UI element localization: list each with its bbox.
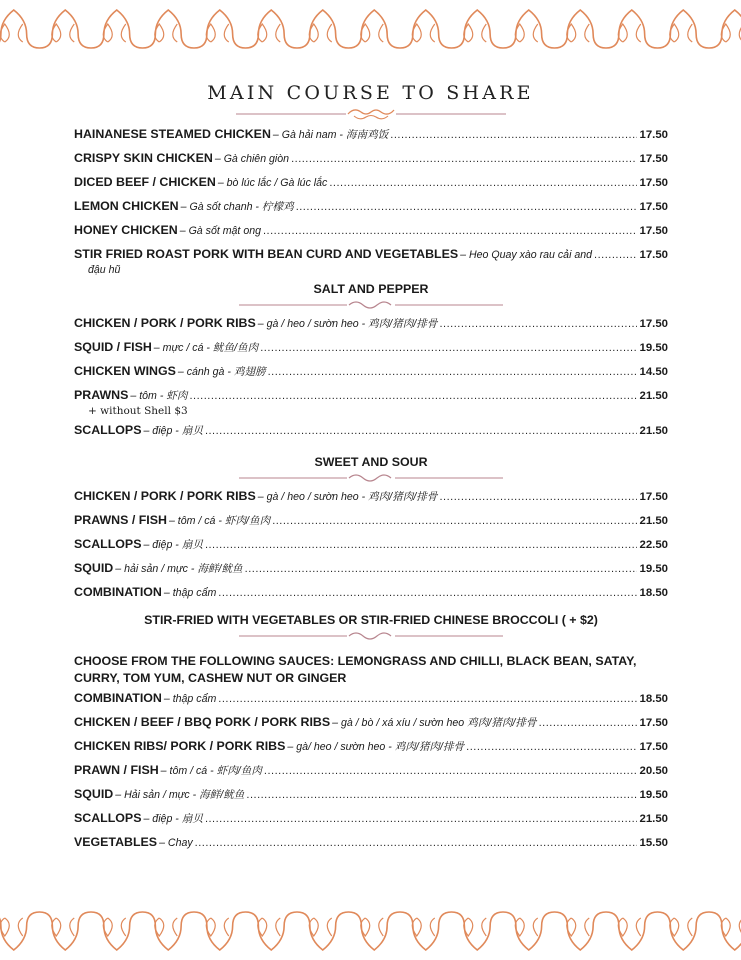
item-subtitle: – điệp - 扇贝 [143,425,203,437]
menu-item [74,787,668,811]
item-name: COMBINATION [74,691,162,705]
menu-item [74,223,668,247]
dot-leader [263,225,637,237]
salt-pepper-list [74,316,668,447]
arch-inner-ornament [721,24,741,42]
menu-item [74,537,668,561]
item-name: CHICKEN RIBS/ PORK / PORK RIBS [74,739,286,753]
menu-item [74,585,668,609]
item-name: PRAWNS / FISH [74,513,167,527]
section-flourish [239,298,503,310]
item-price: 14.50 [639,366,668,378]
item-name: COMBINATION [74,585,162,599]
item-subtitle: – thập cẩm [163,693,217,705]
arch-ornament [91,10,143,48]
sauce-choice-note: CHOOSE FROM THE FOLLOWING SAUCES: LEMONGRASS AND CHILLI, BLACK BEAN, SATAY, CURRY, TOM YUM, CASHEW NUT OR GINGER [74,654,637,685]
arch-inner-ornament [0,24,23,42]
menu-item [74,175,668,199]
title-flourish [236,105,506,121]
top-ornamental-border [0,2,741,52]
arch-ornament [606,912,658,950]
arch-ornament [658,10,710,48]
menu-item [74,739,668,763]
section-flourish [239,629,503,641]
item-name: CHICKEN / BEEF / BBQ PORK / PORK RIBS [74,715,331,729]
item-subtitle: – Gà sốt chanh - 柠檬鸡 [180,201,294,213]
item-name: CHICKEN / PORK / PORK RIBS [74,489,256,503]
item-name: CRISPY SKIN CHICKEN [74,151,213,165]
arch-inner-ornament [206,24,229,42]
menu-item [74,489,668,513]
menu-item [74,513,668,537]
dot-leader [594,249,637,261]
menu-item [74,691,668,715]
item-price: 17.50 [639,225,668,237]
arch-ornament [194,912,246,950]
item-name: VEGETABLES [74,835,158,849]
arch-inner-ornament [103,24,126,42]
arch-inner-ornament [567,24,590,42]
item-price: 17.50 [639,717,668,729]
arch-inner-ornament [670,918,693,936]
arch-ornament [143,912,195,950]
item-subtitle: – điệp - 扇贝 [143,813,203,825]
main-course-list [74,127,668,280]
dot-leader [264,765,638,777]
arch-ornament [143,10,195,48]
arch-ornament [400,10,452,48]
menu-item [74,127,668,151]
arch-inner-ornament [618,918,641,936]
item-subtitle: – Chay [159,837,193,849]
item-name: LEMON CHICKEN [74,199,179,213]
arch-ornament [91,912,143,950]
menu-item [74,561,668,585]
item-price: 17.50 [639,153,668,165]
arch-ornament [503,10,555,48]
item-name: STIR FRIED ROAST PORK WITH BEAN CURD AND VEGETABLES [74,247,459,261]
item-price: 22.50 [639,539,668,551]
arch-ornament [658,912,710,950]
arch-inner-ornament [618,24,641,42]
stir-fried-list [74,691,668,859]
item-price: 17.50 [639,129,668,141]
item-price: 21.50 [639,515,668,527]
arch-ornament [452,912,504,950]
item-note: + without Shell $3 [88,405,188,417]
item-price: 19.50 [639,789,668,801]
arch-ornament [709,912,741,950]
item-price: 17.50 [639,177,668,189]
item-subtitle: – mực / cá - 鱿鱼/鱼肉 [153,342,259,354]
item-subtitle: – Gà hải nam - 海南鸡饭 [272,129,389,141]
dot-leader [245,563,638,575]
dot-leader [539,717,638,729]
item-price: 18.50 [639,587,668,599]
item-name: SQUID [74,561,114,575]
item-name: SCALLOPS [74,423,142,437]
arch-ornament [349,10,401,48]
arch-ornament [297,912,349,950]
arch-ornament [194,10,246,48]
item-subtitle: – cánh gà - 鸡翅膀 [177,366,266,378]
dot-leader [195,837,638,849]
item-subtitle: – thập cẩm [163,587,217,599]
dot-leader [440,491,638,503]
arch-inner-ornament [155,918,178,936]
arch-inner-ornament [0,918,23,936]
sweet-sour-list [74,489,668,609]
item-price: 19.50 [639,342,668,354]
dot-leader [190,390,638,402]
arch-inner-ornament [412,24,435,42]
arch-ornament [40,10,92,48]
section-flourish [239,471,503,483]
dot-leader [246,789,637,801]
item-name: SCALLOPS [74,537,142,551]
item-subtitle: – Gà chiên giòn [214,153,290,165]
menu-item [74,151,668,175]
item-price: 17.50 [639,741,668,753]
menu-item [74,199,668,223]
arch-inner-ornament [309,918,332,936]
dot-leader [291,153,637,165]
menu-item [74,835,668,859]
item-subtitle: – Hải sản / mực - 海鲜/鱿鱼 [115,789,245,801]
dot-leader [218,587,637,599]
item-subtitle-continued: đậu hũ [88,264,121,276]
item-subtitle: – gà / bò / xá xíu / sườn heo 鸡肉/猪肉/排骨 [332,717,537,729]
arch-inner-ornament [412,918,435,936]
section-heading-stir-fried: STIR-FRIED WITH VEGETABLES OR STIR-FRIED CHINESE BROCCOLI ( + $2) [144,613,598,627]
item-subtitle: – gà/ heo / sườn heo - 鸡肉/猪肉/排骨 [287,741,465,753]
arch-inner-ornament [464,918,487,936]
section-heading-salt-pepper: SALT AND PEPPER [313,282,429,296]
dot-leader [329,177,637,189]
arch-ornament [246,10,298,48]
arch-inner-ornament [258,918,281,936]
dot-leader [205,539,638,551]
menu-item [74,340,668,364]
item-subtitle: – bò lúc lắc / Gà lúc lắc [217,177,328,189]
arch-inner-ornament [464,24,487,42]
menu-content [74,127,668,859]
dot-leader [260,342,637,354]
arch-ornament [555,10,607,48]
item-subtitle: – gà / heo / sườn heo - 鸡肉/猪肉/排骨 [257,318,438,330]
dot-leader [205,425,638,437]
item-name: HONEY CHICKEN [74,223,178,237]
item-price: 20.50 [639,765,668,777]
dot-leader [272,515,637,527]
item-price: 19.50 [639,563,668,575]
arch-inner-ornament [52,24,75,42]
dot-leader [268,366,638,378]
item-price: 17.50 [639,201,668,213]
item-name: CHICKEN / PORK / PORK RIBS [74,316,256,330]
menu-item [74,316,668,340]
arch-inner-ornament [258,24,281,42]
arch-inner-ornament [515,24,538,42]
item-price: 15.50 [639,837,668,849]
item-subtitle: – hải sản / mực - 海鲜/鱿鱼 [115,563,243,575]
dot-leader [296,201,638,213]
arch-ornament [297,10,349,48]
arch-ornament [606,10,658,48]
item-price: 21.50 [639,813,668,825]
item-price: 17.50 [639,318,668,330]
section-heading-sweet-sour: SWEET AND SOUR [314,455,428,469]
item-price: 18.50 [639,693,668,705]
arch-ornament [555,912,607,950]
dot-leader [466,741,637,753]
item-name: DICED BEEF / CHICKEN [74,175,216,189]
dot-leader [390,129,637,141]
arch-inner-ornament [361,918,384,936]
menu-item [74,811,668,835]
item-subtitle: – tôm - 虾肉 [130,390,188,402]
arch-ornament [503,912,555,950]
item-price: 21.50 [639,390,668,402]
item-price: 17.50 [639,249,668,261]
item-subtitle: – điệp - 扇贝 [143,539,203,551]
arch-inner-ornament [567,918,590,936]
arch-ornament [40,912,92,950]
item-name: SQUID [74,787,114,801]
page-title: MAIN COURSE TO SHARE [207,82,534,104]
menu-item [74,715,668,739]
item-subtitle: – tôm / cá - 虾肉/鱼肉 [160,765,262,777]
item-name: CHICKEN WINGS [74,364,176,378]
arch-ornament [400,912,452,950]
arch-ornament [709,10,741,48]
arch-ornament [349,912,401,950]
arch-ornament [246,912,298,950]
menu-item [74,423,668,447]
arch-inner-ornament [155,24,178,42]
item-subtitle: – tôm / cá - 虾肉/鱼肉 [168,515,271,527]
arch-inner-ornament [670,24,693,42]
item-name: PRAWNS [74,388,129,402]
arch-inner-ornament [361,24,384,42]
arch-inner-ornament [206,918,229,936]
dot-leader [218,693,637,705]
dot-leader [205,813,638,825]
arch-inner-ornament [103,918,126,936]
item-name: PRAWN / FISH [74,763,159,777]
arch-inner-ornament [721,918,741,936]
arch-inner-ornament [515,918,538,936]
item-name: SCALLOPS [74,811,142,825]
menu-item [74,364,668,388]
dot-leader [440,318,638,330]
bottom-ornamental-border [0,908,741,958]
menu-item [74,763,668,787]
item-subtitle: – Heo Quay xào rau cải and [460,249,593,261]
item-price: 21.50 [639,425,668,437]
item-name: SQUID / FISH [74,340,152,354]
item-name: HAINANESE STEAMED CHICKEN [74,127,271,141]
arch-inner-ornament [52,918,75,936]
arch-ornament [452,10,504,48]
arch-inner-ornament [309,24,332,42]
item-subtitle: – Gà sốt mật ong [179,225,261,237]
item-price: 17.50 [639,491,668,503]
item-subtitle: – gà / heo / sườn heo - 鸡肉/猪肉/排骨 [257,491,438,503]
